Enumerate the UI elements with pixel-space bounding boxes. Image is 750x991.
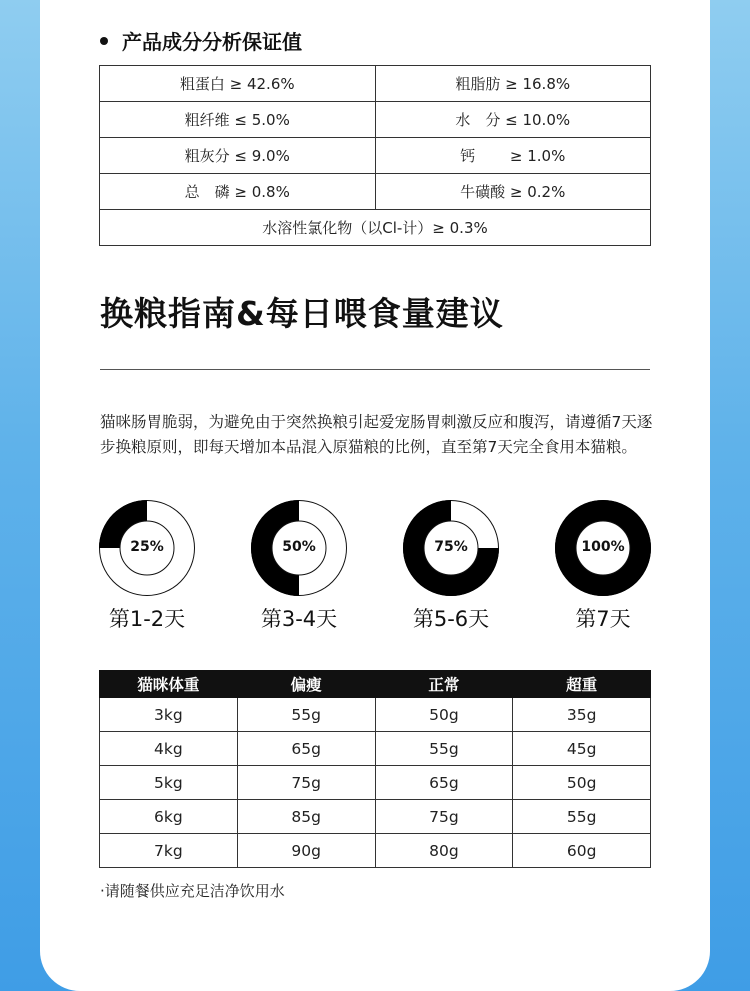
table-cell: 90g	[237, 834, 375, 868]
divider	[100, 369, 650, 370]
table-cell: 50g	[375, 698, 513, 732]
table-row	[100, 66, 651, 102]
analysis-cell: 粗脂肪 ≥ 16.8%	[375, 66, 651, 102]
analysis-cell: 水 分 ≤ 10.0%	[375, 102, 651, 138]
table-cell: 85g	[237, 800, 375, 834]
table-row	[100, 834, 651, 868]
table-header-row	[100, 671, 651, 698]
table-row	[100, 210, 651, 246]
table-cell: 55g	[513, 800, 651, 834]
table-cell: 55g	[375, 732, 513, 766]
table-cell: 6kg	[100, 800, 238, 834]
stage-day-label: 第5-6天	[412, 607, 490, 631]
stage-day-label: 第3-4天	[260, 607, 338, 631]
table-cell: 35g	[513, 698, 651, 732]
table-cell: 55g	[237, 698, 375, 732]
table-row	[100, 800, 651, 834]
table-row	[100, 732, 651, 766]
table-cell: 65g	[237, 732, 375, 766]
analysis-cell: 牛磺酸 ≥ 0.2%	[375, 174, 651, 210]
analysis-cell: 粗纤维 ≤ 5.0%	[100, 102, 376, 138]
bullet-icon	[100, 37, 108, 45]
table-cell: 75g	[237, 766, 375, 800]
donut-percent-label: 50%	[282, 539, 316, 555]
analysis-table	[99, 65, 651, 246]
stage-day-label: 第1-2天	[108, 607, 186, 631]
column-header: 正常	[375, 671, 513, 698]
analysis-cell: 粗蛋白 ≥ 42.6%	[100, 66, 376, 102]
table-row	[100, 766, 651, 800]
table-row	[100, 102, 651, 138]
analysis-heading-text: 产品成分分析保证值	[122, 30, 302, 54]
analysis-heading	[100, 26, 302, 55]
table-row	[100, 174, 651, 210]
donut-percent-label: 75%	[434, 539, 468, 555]
guide-intro: 猫咪肠胃脆弱，为避免由于突然换粮引起爱宠肠胃刺激反应和腹泻，请遵循7天逐步换粮原则，即每天增加本品混入原猫粮的比例，直至第7天完全食用本猫粮。	[100, 413, 653, 456]
column-header: 偏瘦	[237, 671, 375, 698]
feeding-table	[99, 670, 651, 868]
table-cell: 80g	[375, 834, 513, 868]
column-header: 超重	[513, 671, 651, 698]
analysis-cell: 钙 ≥ 1.0%	[375, 138, 651, 174]
table-cell: 4kg	[100, 732, 238, 766]
stage-day-label: 第7天	[575, 607, 631, 631]
table-cell: 45g	[513, 732, 651, 766]
donut-percent-label: 100%	[581, 539, 625, 555]
table-row	[100, 138, 651, 174]
table-cell: 50g	[513, 766, 651, 800]
table-row	[100, 698, 651, 732]
donut-percent-label: 25%	[130, 539, 164, 555]
column-header: 猫咪体重	[100, 671, 238, 698]
guide-title: 换粮指南&每日喂食量建议	[100, 294, 504, 333]
table-cell: 60g	[513, 834, 651, 868]
analysis-cell: 总 磷 ≥ 0.8%	[100, 174, 376, 210]
analysis-cell: 粗灰分 ≤ 9.0%	[100, 138, 376, 174]
table-cell: 7kg	[100, 834, 238, 868]
table-cell: 5kg	[100, 766, 238, 800]
table-cell: 3kg	[100, 698, 238, 732]
analysis-cell-full: 水溶性氯化物（以Cl-计）≥ 0.3%	[100, 210, 651, 246]
table-cell: 75g	[375, 800, 513, 834]
water-note: ·请随餐供应充足洁净饮用水	[100, 882, 285, 900]
table-cell: 65g	[375, 766, 513, 800]
